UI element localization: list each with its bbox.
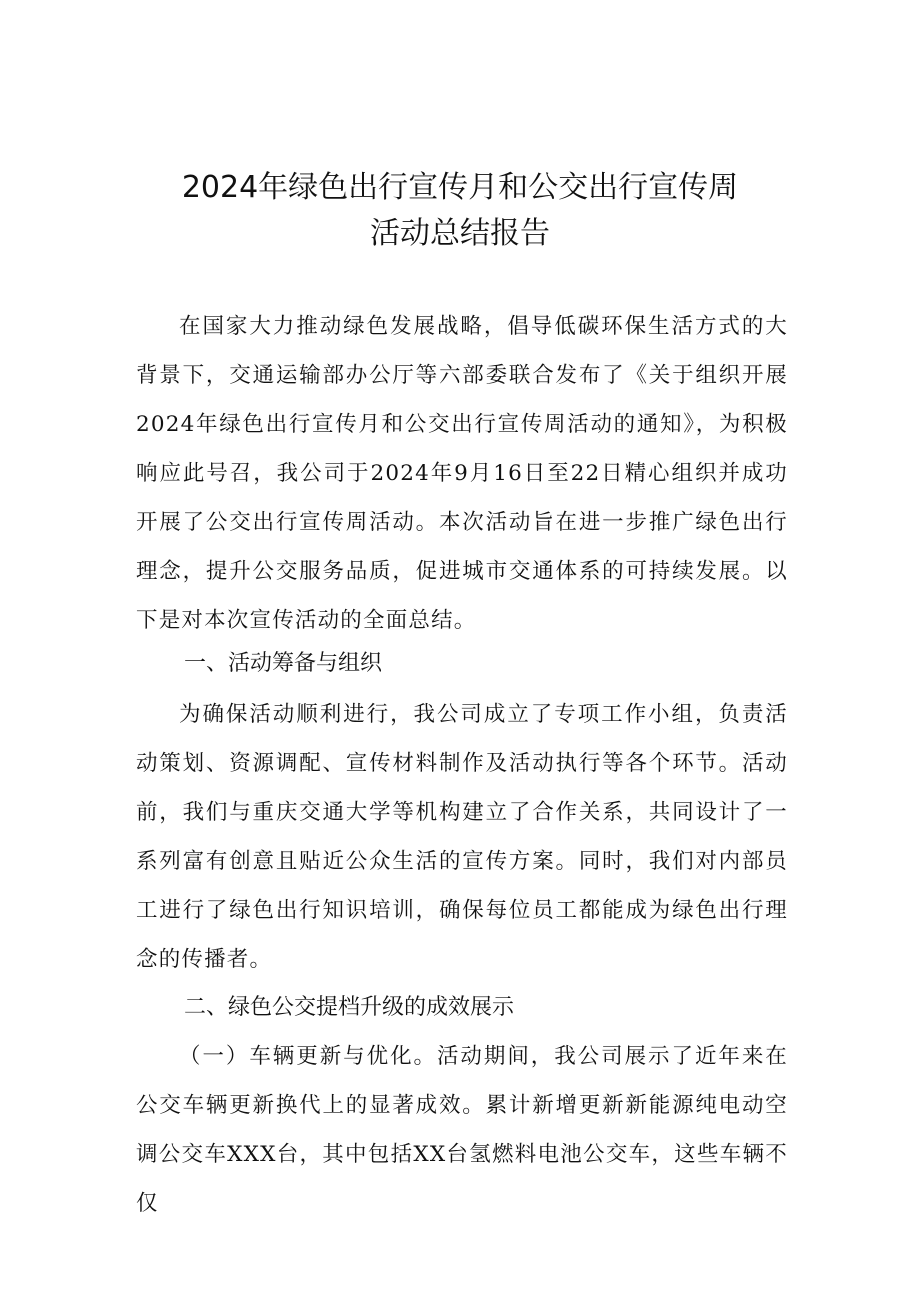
section-2-paragraph: （一）车辆更新与优化。活动期间，我公司展示了近年来在公交车辆更新换代上的显著成效。累计新增更新新能源纯电动空调公交车XXX台，其中包括XX台氢燃料电池公交车，这些车辆不仅 (136, 1044, 788, 1216)
section-heading-2: 二、绿色公交提档升级的成效展示 (184, 995, 515, 1020)
intro-paragraph: 在国家大力推动绿色发展战略，倡导低碳环保生活方式的大背景下，交通运输部办公厅等六部委联合发布了《关于组织开展2024年绿色出行宣传月和公交出行宣传周活动的通知》，为积极响应此号召，我公司于2024年9月16日至22日精心组织并成功开展了公交出行宣传周活动。本次活动旨在进一步推广绿色出行理念，提升公交服务品质，促进城市交通体系的可持续发展。以下是对本次宣传活动的全面总结。 (136, 314, 788, 633)
section-heading-1: 一、活动筹备与组织 (184, 651, 383, 676)
document-title-line-1: 2024年绿色出行宣传月和公交出行宣传周 (181, 170, 739, 205)
section-1-paragraph: 为确保活动顺利进行，我公司成立了专项工作小组，负责活动策划、资源调配、宣传材料制作及活动执行等各个环节。活动前，我们与重庆交通大学等机构建立了合作关系，共同设计了一系列富有创意且贴近公众生活的宣传方案。同时，我们对内部员工进行了绿色出行知识培训，确保每位员工都能成为绿色出行理念的传播者。 (136, 702, 788, 972)
document-title-line-2: 活动总结报告 (370, 216, 550, 251)
